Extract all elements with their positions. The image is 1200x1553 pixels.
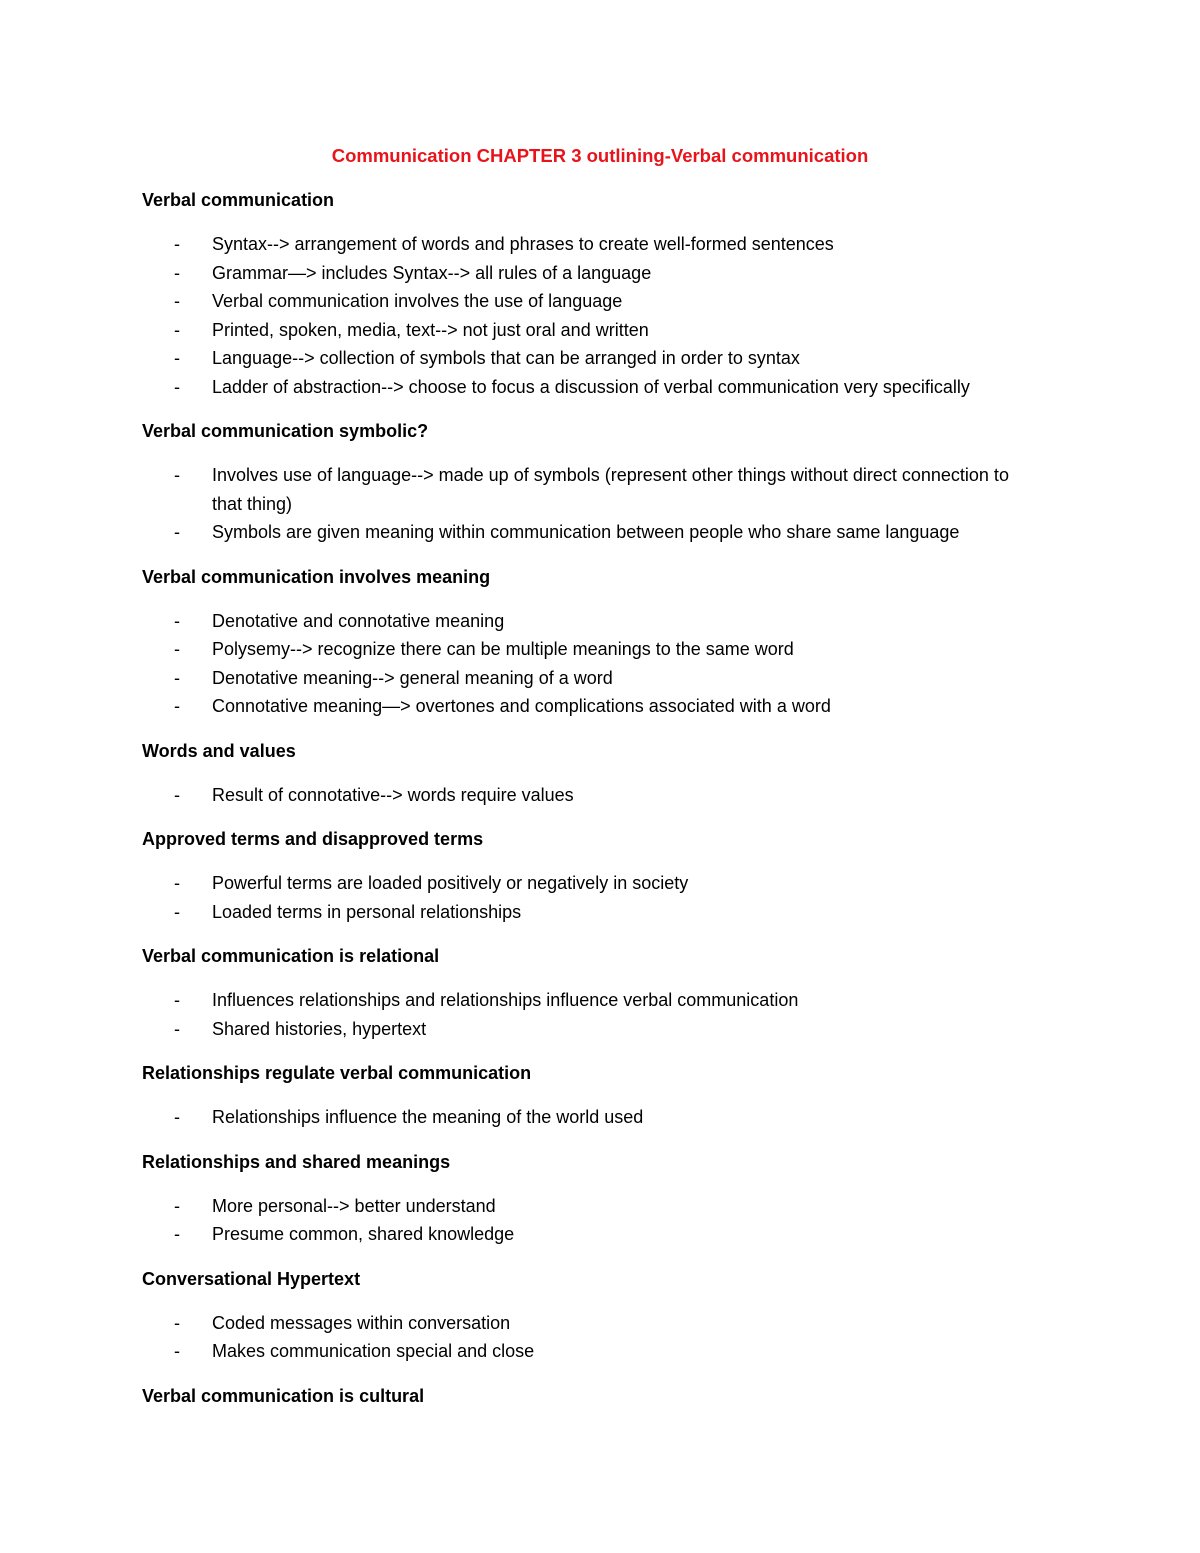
bullet-item (142, 344, 1042, 373)
outline-section (142, 1148, 1200, 1249)
bullet-item (142, 692, 1042, 721)
section-heading: Relationships and shared meanings (142, 1151, 451, 1172)
bullet-list (142, 1309, 1200, 1366)
bullet-dash-icon: - (174, 522, 180, 542)
bullet-dash-icon: - (174, 348, 180, 368)
bullet-text: Grammar—> includes Syntax--> all rules of a language (212, 262, 652, 283)
bullet-item (142, 1220, 1042, 1249)
bullet-text: Coded messages within conversation (212, 1312, 511, 1333)
bullet-item (142, 461, 1042, 518)
bullet-text: Powerful terms are loaded positively or negatively in society (212, 873, 689, 893)
bullet-dash-icon: - (174, 610, 180, 631)
bullet-item (142, 259, 1042, 288)
bullet-dash-icon: - (174, 1195, 180, 1216)
bullet-dash-icon: - (174, 1341, 180, 1361)
bullet-text: Shared histories, hypertext (212, 1018, 427, 1039)
bullet-list (142, 1103, 1200, 1132)
outline-section (142, 1265, 1200, 1366)
bullet-dash-icon: - (174, 376, 180, 397)
bullet-text: Printed, spoken, media, text--> not just oral and written (212, 319, 649, 340)
outline-section (142, 737, 1200, 810)
bullet-dash-icon: - (174, 1107, 180, 1127)
bullet-list (142, 461, 1200, 547)
bullet-item (142, 1103, 1042, 1132)
bullet-text: Polysemy--> recognize there can be multiple meanings to the same word (212, 639, 794, 659)
bullet-item (142, 607, 1042, 636)
bullet-dash-icon: - (174, 901, 180, 922)
bullet-dash-icon: - (174, 1018, 180, 1039)
section-heading: Conversational Hypertext (142, 1268, 361, 1289)
bullet-list (142, 230, 1200, 401)
bullet-item (142, 986, 1042, 1015)
bullet-dash-icon: - (174, 291, 180, 311)
bullet-text: Language--> collection of symbols that can be arranged in order to syntax (212, 348, 800, 368)
section-heading: Verbal communication is relational (142, 946, 440, 966)
bullet-text: Denotative meaning--> general meaning of a word (212, 667, 613, 688)
bullet-dash-icon: - (174, 1312, 180, 1333)
outline-section (142, 1059, 1200, 1132)
bullet-item (142, 1337, 1042, 1366)
bullet-dash-icon: - (174, 873, 180, 893)
bullet-list (142, 869, 1200, 926)
bullet-list (142, 986, 1200, 1043)
bullet-item (142, 664, 1042, 693)
bullet-item (142, 373, 1042, 402)
bullet-text: Connotative meaning—> overtones and complications associated with a word (212, 696, 831, 716)
bullet-item (142, 1192, 1042, 1221)
bullet-dash-icon: - (174, 667, 180, 688)
bullet-dash-icon: - (174, 465, 180, 485)
bullet-item (142, 781, 1042, 810)
bullet-item (142, 635, 1042, 664)
bullet-dash-icon: - (174, 784, 180, 805)
bullet-text: Makes communication special and close (212, 1341, 535, 1361)
bullet-text: Involves use of language--> made up of symbols (represent other things without direct connection to that thing) (212, 465, 1009, 514)
bullet-item (142, 1015, 1042, 1044)
bullet-item (142, 869, 1042, 898)
bullet-list (142, 781, 1200, 810)
section-heading: Relationships regulate verbal communication (142, 1063, 532, 1083)
section-heading: Approved terms and disapproved terms (142, 829, 484, 849)
outline-body (142, 186, 1200, 1410)
bullet-text: Verbal communication involves the use of language (212, 291, 623, 311)
outline-section (142, 563, 1200, 721)
bullet-item (142, 898, 1042, 927)
bullet-text: Result of connotative--> words require values (212, 784, 574, 805)
outline-section (142, 942, 1200, 1043)
bullet-item (142, 230, 1042, 259)
bullet-dash-icon: - (174, 639, 180, 659)
bullet-dash-icon: - (174, 262, 180, 283)
bullet-text: Symbols are given meaning within communication between people who share same language (212, 522, 960, 542)
bullet-text: Influences relationships and relationships influence verbal communication (212, 990, 799, 1010)
bullet-item (142, 287, 1042, 316)
outline-section (142, 186, 1200, 401)
bullet-text: Syntax--> arrangement of words and phrases to create well-formed sentences (212, 234, 834, 254)
bullet-text: More personal--> better understand (212, 1195, 496, 1216)
bullet-item (142, 518, 1042, 547)
section-heading: Verbal communication (142, 190, 335, 210)
bullet-list (142, 607, 1200, 721)
bullet-text: Ladder of abstraction--> choose to focus a discussion of verbal communication very specifically (212, 376, 970, 397)
document-title: Communication CHAPTER 3 outlining-Verbal communication (331, 145, 869, 166)
section-heading: Verbal communication is cultural (142, 1385, 425, 1406)
section-heading: Verbal communication involves meaning (142, 566, 491, 587)
bullet-dash-icon: - (174, 990, 180, 1010)
bullet-item (142, 1309, 1042, 1338)
bullet-dash-icon: - (174, 319, 180, 340)
section-heading: Words and values (142, 740, 296, 761)
outline-section (142, 825, 1200, 926)
bullet-dash-icon: - (174, 696, 180, 716)
outline-section (142, 1382, 1200, 1410)
bullet-item (142, 316, 1042, 345)
bullet-text: Denotative and connotative meaning (212, 610, 505, 631)
bullet-list (142, 1192, 1200, 1249)
bullet-text: Relationships influence the meaning of the world used (212, 1107, 644, 1127)
bullet-text: Presume common, shared knowledge (212, 1224, 515, 1244)
bullet-dash-icon: - (174, 234, 180, 254)
section-heading: Verbal communication symbolic? (142, 421, 429, 441)
bullet-text: Loaded terms in personal relationships (212, 901, 522, 922)
bullet-dash-icon: - (174, 1224, 180, 1244)
outline-section (142, 417, 1200, 547)
